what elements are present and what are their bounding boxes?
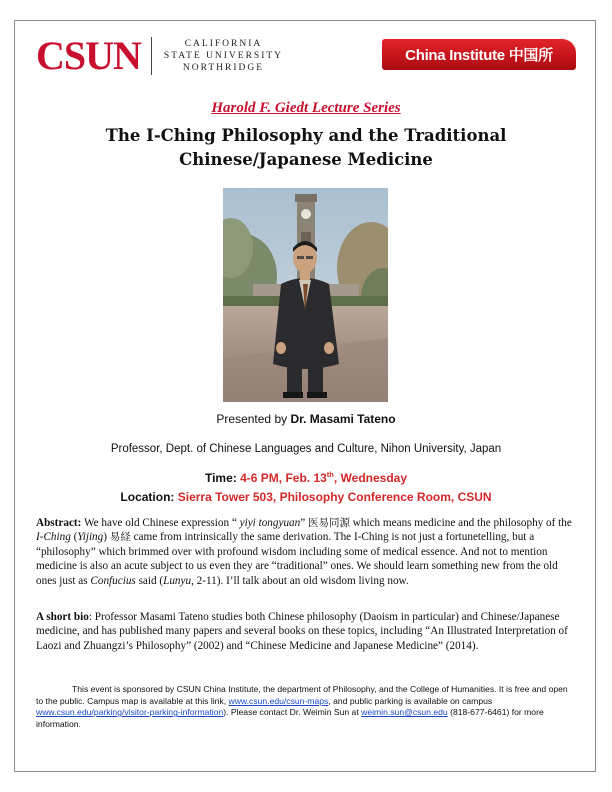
event-location xyxy=(0,490,612,504)
speaker-photo-illustration xyxy=(223,188,388,402)
china-institute-banner-text: China Institute 中国所 xyxy=(405,46,553,64)
time-value xyxy=(240,471,407,485)
bio-paragraph xyxy=(36,610,576,653)
lecture-title: The I-Ching Philosophy and the Traditional Chinese/Japanese Medicine xyxy=(105,126,507,169)
abstract-text: ( xyxy=(70,531,78,544)
presented-by-prefix: Presented by xyxy=(216,412,291,426)
speaker-photo xyxy=(223,188,388,402)
abstract-text: ) xyxy=(103,531,110,544)
visitor-parking-link[interactable]: www.csun.edu/parking/visitor-parking-information xyxy=(36,707,224,718)
sponsor-text: ). Please contact Dr. Weimin Sun at xyxy=(223,707,362,718)
presenter-name: Dr. Masami Tateno xyxy=(290,412,396,426)
campus-map-link[interactable]: www.csun.edu/csun-maps xyxy=(228,695,329,706)
abstract-text: We have old Chinese expression “ xyxy=(81,517,240,529)
presenter-affiliation: Professor, Dept. of Chinese Languages and Culture, Nihon University, Japan xyxy=(110,443,502,455)
logo-line-2: STATE UNIVERSITY xyxy=(163,51,284,61)
time-value-suffix: th xyxy=(326,470,334,479)
abstract-label: Abstract: xyxy=(36,517,82,529)
bio-label: A short bio xyxy=(36,611,89,623)
logo-line-3: NORTHRIDGE xyxy=(182,63,265,73)
abstract-text: , 2-11). I’ll talk about an old wisdom living now. xyxy=(191,574,409,587)
abstract-term: Lunyu xyxy=(163,574,192,587)
abstract-cjk: 医易同源 xyxy=(308,517,350,529)
abstract-paragraph xyxy=(36,516,576,588)
sponsor-text: (818-677-6461) for more information. xyxy=(36,707,544,729)
abstract-term: yiyi tongyuan xyxy=(239,517,301,529)
bio-text: : Professor Masami Tateno studies both Chinese philosophy (Daoism in particular) and Chinese/Japanese medicine, and has published many papers and several books on these topics, including “An Illustrated Interpretation of Laozi and Zhuangzi’s Philosophy” (2002) and “Chinese Medicine and Japanese Medicine” (2014). xyxy=(36,611,568,652)
abstract-cjk: 易経 xyxy=(109,531,131,544)
abstract-text: said ( xyxy=(135,574,164,587)
logo-divider xyxy=(151,37,152,75)
abstract-text: which means medicine and the philosophy of the xyxy=(350,517,572,529)
event-time xyxy=(0,470,612,485)
abstract-term: I-Ching xyxy=(36,531,71,544)
sponsor-text: This event is sponsored by CSUN China Institute, the department of Philosophy, and the College of Humanities. It is free and open to the public. Campus map is available at this link, xyxy=(36,684,568,706)
contact-email-link[interactable]: weimin.sun@csun.edu xyxy=(361,707,448,718)
sponsor-text: , and public parking is available on campus xyxy=(328,695,493,706)
sponsor-notice xyxy=(36,684,576,730)
abstract-text: ” xyxy=(300,517,308,529)
abstract-term: Yijing xyxy=(77,531,104,544)
location-label: Location: xyxy=(120,490,178,504)
abstract-text: came from intrinsically the same derivation. The I-Ching is not just a fortunetelling, but a “philosophy” which brimmed over with profound wisdom including some of medical essence. And not to mention medicine is also an acute subject to us even they are “traditional” ones. We should learn something new from the old ones just as xyxy=(36,531,558,587)
lecture-series-heading: Harold F. Giedt Lecture Series xyxy=(211,100,401,116)
abstract-term: Confucius xyxy=(90,574,136,587)
china-institute-banner xyxy=(382,38,576,70)
time-value-day: , Wednesday xyxy=(333,471,408,485)
logo-line-1: CALIFORNIA xyxy=(184,39,263,49)
csun-logo-word: CSUN xyxy=(36,33,141,78)
time-label: Time: xyxy=(204,471,241,485)
location-value: Sierra Tower 503, Philosophy Conference Room, CSUN xyxy=(177,490,492,504)
csun-logo xyxy=(36,33,284,78)
presented-by xyxy=(0,412,612,426)
time-value-main: 4-6 PM, Feb. 13 xyxy=(240,471,327,485)
csun-logo-name xyxy=(164,38,283,74)
